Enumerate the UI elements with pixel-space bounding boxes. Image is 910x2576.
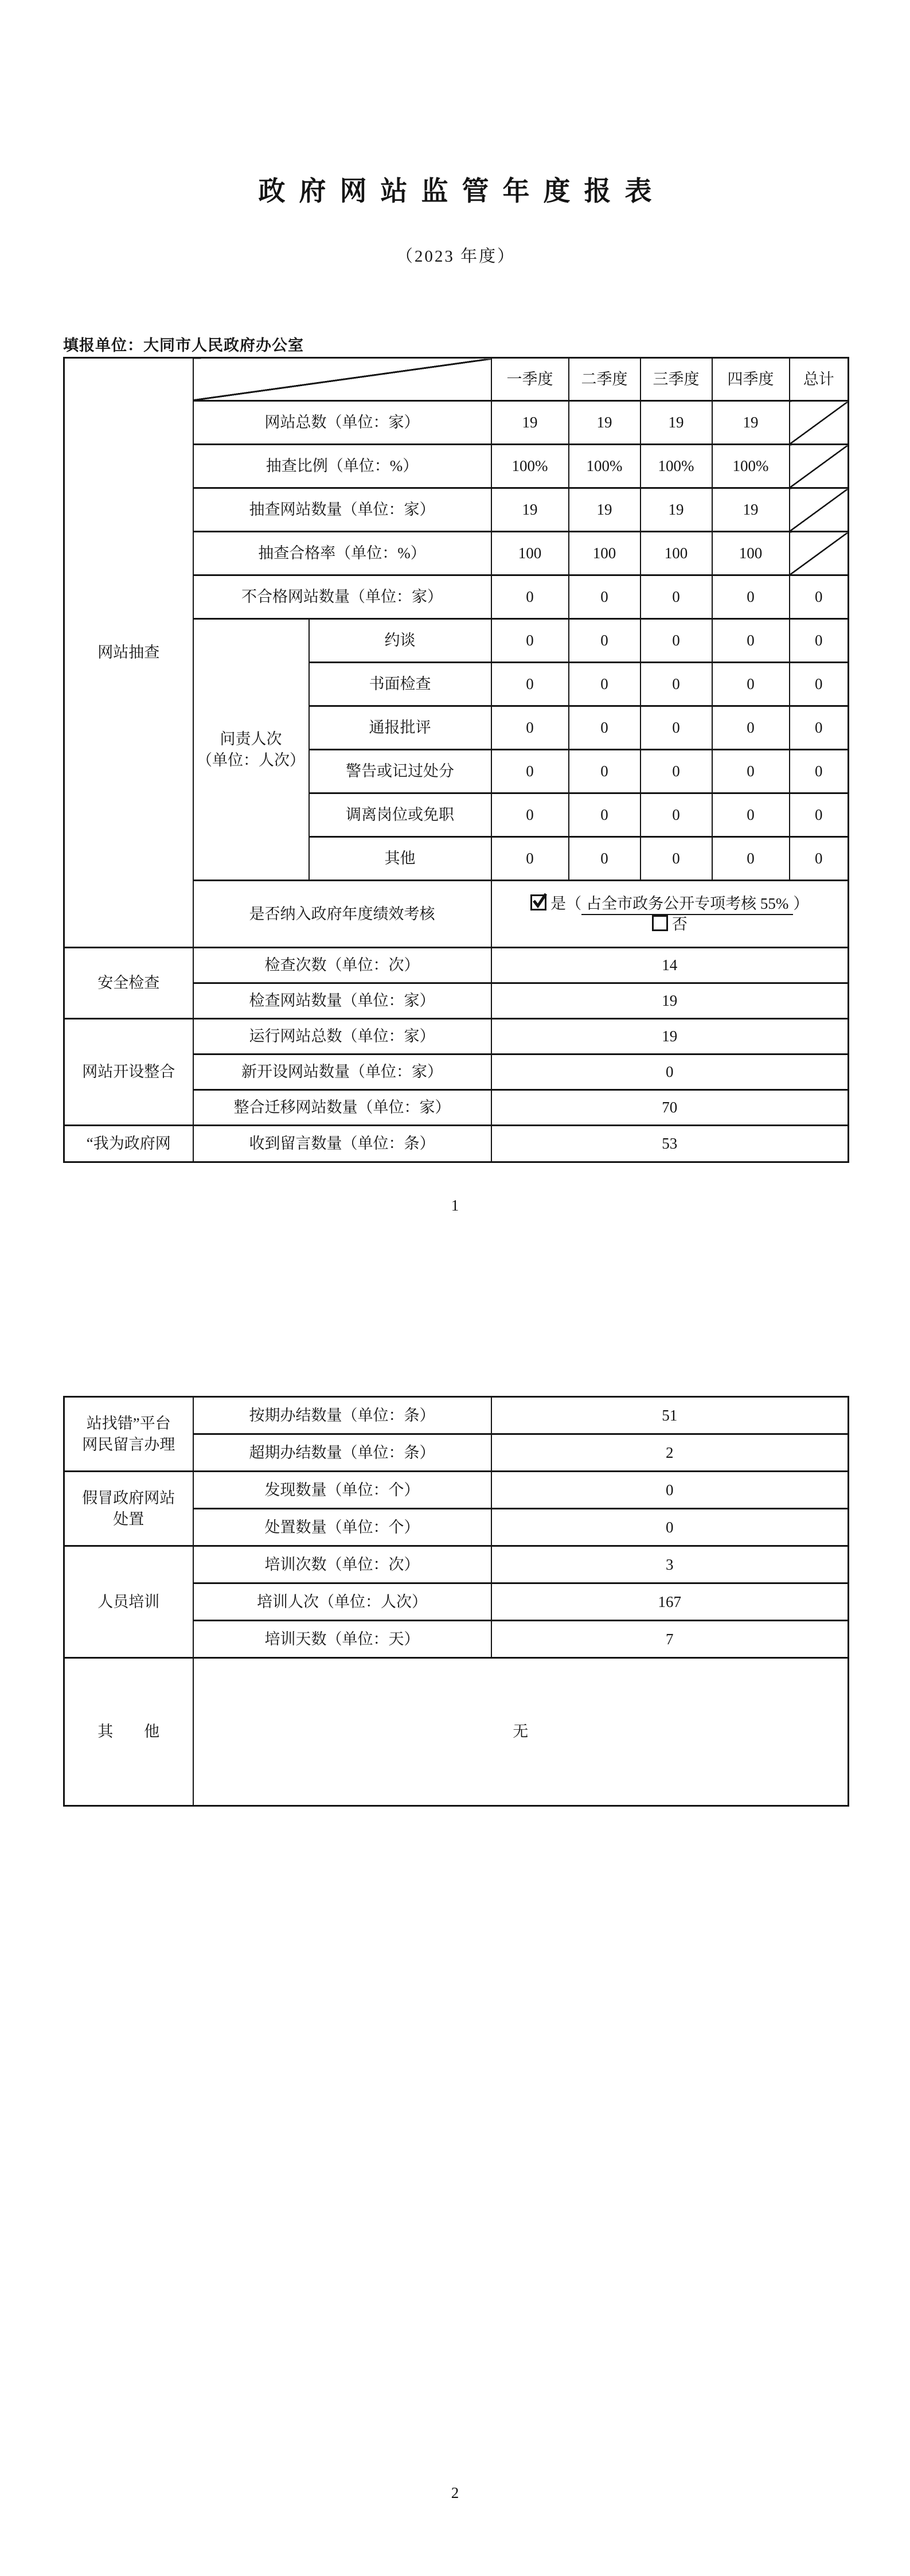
row-label: 书面检查 (309, 663, 491, 706)
header-total: 总计 (790, 358, 849, 401)
performance-yes-underlined-text: 占全市政务公开专项考核 55% (581, 895, 793, 915)
row-label: 抽查比例（单位：%） (193, 445, 491, 488)
cell-value: 53 (491, 1126, 849, 1162)
page-number-2: 2 (451, 2484, 459, 2501)
cell-q2: 0 (569, 663, 640, 706)
cell-total: 0 (790, 619, 849, 663)
header-quarter-4: 四季度 (712, 358, 790, 401)
cell-q1: 100 (491, 532, 569, 575)
table-row (64, 1472, 849, 1509)
cell-total: 0 (790, 750, 849, 793)
group-website-inspection: 网站抽查 (64, 358, 193, 948)
group-leave-message-part1: “我为政府网 (64, 1126, 193, 1162)
cell-value: 0 (491, 1509, 849, 1546)
row-label: 培训次数（单位：次） (193, 1546, 491, 1583)
cell-total: 0 (790, 793, 849, 837)
cell-q1: 0 (491, 837, 569, 881)
group-fake-website-line2: 处置 (113, 1510, 144, 1528)
cell-q2: 0 (569, 575, 640, 619)
cell-value: 70 (491, 1090, 849, 1126)
cell-q2: 0 (569, 837, 640, 881)
page-number-1: 1 (451, 1197, 459, 1214)
cell-q2: 19 (569, 488, 640, 532)
performance-no-label: 否 (671, 916, 688, 933)
table-row (64, 1019, 849, 1054)
cell-q1: 0 (491, 663, 569, 706)
row-label: 网站总数（单位：家） (193, 401, 491, 445)
cell-value: 14 (491, 948, 849, 983)
group-leave-message-line1: 站找错”平台 (86, 1415, 171, 1433)
cell-other-value: 无 (193, 1658, 849, 1806)
cell-q4: 0 (712, 706, 790, 750)
cell-value: 51 (491, 1397, 849, 1434)
cell-q2: 0 (569, 793, 640, 837)
cell-value: 19 (491, 983, 849, 1019)
cell-q4: 19 (712, 401, 790, 445)
subgroup-accountability-line1: 问责人次 (220, 730, 282, 748)
group-other: 其 他 (64, 1658, 193, 1806)
table-row (64, 1126, 849, 1162)
supervision-table-page1 (63, 357, 849, 1163)
cell-q3: 0 (640, 793, 712, 837)
performance-yes-suffix: ） (793, 894, 809, 912)
cell-q2: 0 (569, 619, 640, 663)
cell-q1: 0 (491, 619, 569, 663)
header-quarter-3: 三季度 (640, 358, 712, 401)
row-label: 不合格网站数量（单位：家） (193, 575, 491, 619)
cell-q1: 0 (491, 575, 569, 619)
cell-q2: 100% (569, 445, 640, 488)
cell-q4: 0 (712, 793, 790, 837)
subgroup-accountability-line2: （单位：人次） (197, 751, 305, 769)
cell-total: 0 (790, 663, 849, 706)
cell-value: 0 (491, 1472, 849, 1509)
row-label: 通报批评 (309, 706, 491, 750)
report-year-subtitle: （2023 年度） (396, 247, 516, 266)
cell-q3: 0 (640, 663, 712, 706)
row-label: 其他 (309, 837, 491, 881)
cell-q4: 0 (712, 619, 790, 663)
cell-q1: 0 (491, 750, 569, 793)
cell-q3: 0 (640, 750, 712, 793)
row-label: 发现数量（单位：个） (193, 1472, 491, 1509)
performance-answer-cell (491, 881, 849, 948)
table-row (64, 948, 849, 983)
cell-q1: 19 (491, 401, 569, 445)
cell-q2: 100 (569, 532, 640, 575)
group-leave-message-line2: 网民留言办理 (82, 1435, 175, 1453)
cell-q1: 19 (491, 488, 569, 532)
row-label: 抽查网站数量（单位：家） (193, 488, 491, 532)
table-row (64, 1546, 849, 1583)
cell-total: 0 (790, 837, 849, 881)
cell-q1: 0 (491, 793, 569, 837)
cell-q4: 0 (712, 837, 790, 881)
performance-no-line (494, 914, 846, 935)
subgroup-accountability (193, 619, 309, 881)
cell-value: 7 (491, 1621, 849, 1658)
cell-q4: 0 (712, 663, 790, 706)
table-row (64, 1397, 849, 1434)
cell-q1: 100% (491, 445, 569, 488)
cell-q3: 0 (640, 837, 712, 881)
row-label: 处置数量（单位：个） (193, 1509, 491, 1546)
cell-total: 0 (790, 706, 849, 750)
cell-value: 3 (491, 1546, 849, 1583)
row-label: 培训人次（单位：人次） (193, 1583, 491, 1621)
cell-q3: 100% (640, 445, 712, 488)
cell-q3: 19 (640, 401, 712, 445)
page-title: 政府网站监管年度报表 (258, 177, 666, 207)
row-label: 整合迁移网站数量（单位：家） (193, 1090, 491, 1126)
cell-value: 19 (491, 1019, 849, 1054)
cell-q3: 0 (640, 575, 712, 619)
group-security-check: 安全检查 (64, 948, 193, 1019)
cell-q2: 0 (569, 750, 640, 793)
supervision-table-page2 (63, 1396, 849, 1807)
cell-q4: 0 (712, 575, 790, 619)
cell-q3: 0 (640, 619, 712, 663)
row-label: 超期办结数量（单位：条） (193, 1434, 491, 1472)
cell-total-na (790, 401, 849, 445)
cell-q3: 100 (640, 532, 712, 575)
cell-value: 0 (491, 1054, 849, 1090)
performance-yes-line (494, 893, 846, 914)
table-row (64, 1658, 849, 1806)
no-checkbox-empty-icon (652, 915, 668, 931)
cell-q4: 19 (712, 488, 790, 532)
row-label: 约谈 (309, 619, 491, 663)
cell-q4: 100% (712, 445, 790, 488)
cell-q3: 0 (640, 706, 712, 750)
cell-q2: 0 (569, 706, 640, 750)
cell-q2: 19 (569, 401, 640, 445)
cell-q4: 0 (712, 750, 790, 793)
header-diagonal-cell (193, 358, 491, 401)
row-label: 检查网站数量（单位：家） (193, 983, 491, 1019)
cell-total-na (790, 445, 849, 488)
row-label: 收到留言数量（单位：条） (193, 1126, 491, 1162)
row-label: 按期办结数量（单位：条） (193, 1397, 491, 1434)
group-website-integration: 网站开设整合 (64, 1019, 193, 1126)
cell-q4: 100 (712, 532, 790, 575)
header-quarter-2: 二季度 (569, 358, 640, 401)
row-label: 检查次数（单位：次） (193, 948, 491, 983)
yes-checkbox-checked-icon (530, 894, 546, 910)
group-personnel-training: 人员培训 (64, 1546, 193, 1658)
row-label: 运行网站总数（单位：家） (193, 1019, 491, 1054)
cell-q3: 19 (640, 488, 712, 532)
row-label: 警告或记过处分 (309, 750, 491, 793)
cell-value: 167 (491, 1583, 849, 1621)
cell-q1: 0 (491, 706, 569, 750)
cell-total: 0 (790, 575, 849, 619)
row-label: 抽查合格率（单位：%） (193, 532, 491, 575)
cell-total-na (790, 488, 849, 532)
row-label: 新开设网站数量（单位：家） (193, 1054, 491, 1090)
row-label: 培训天数（单位：天） (193, 1621, 491, 1658)
performance-yes-prefix: 是（ (550, 894, 582, 912)
report-unit-label: 填报单位：大同市人民政府办公室 (63, 337, 304, 354)
group-fake-website-line1: 假冒政府网站 (82, 1489, 175, 1507)
header-quarter-1: 一季度 (491, 358, 569, 401)
group-leave-message-part2 (64, 1397, 193, 1472)
cell-total-na (790, 532, 849, 575)
group-fake-website-disposal (64, 1472, 193, 1546)
row-label: 调离岗位或免职 (309, 793, 491, 837)
cell-value: 2 (491, 1434, 849, 1472)
row-label: 是否纳入政府年度绩效考核 (193, 881, 491, 948)
